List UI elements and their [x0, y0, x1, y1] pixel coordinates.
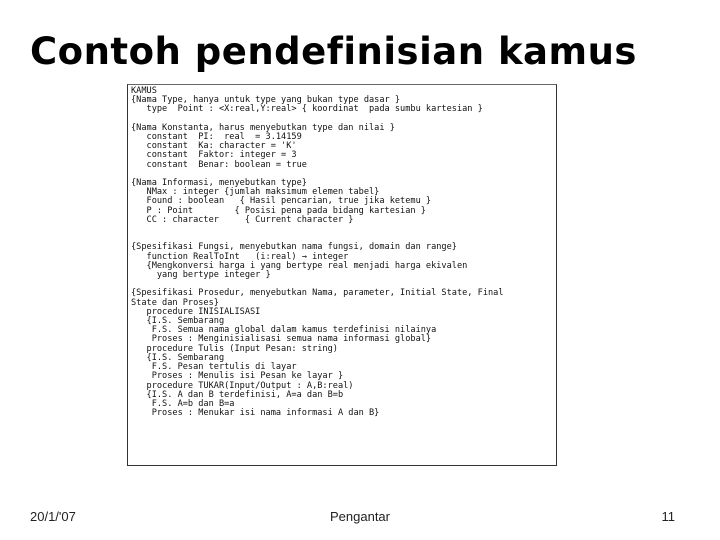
code-line: Proses : Menukar isi nama informasi A dan B}	[131, 408, 380, 419]
footer-title: Pengantar	[330, 509, 390, 524]
code-line: type Point : <X:real,Y:real> { koordinat pada sumbu kartesian }	[131, 104, 483, 115]
code-line: {Mengkonversi harga i yang bertype real menjadi harga ekivalen	[131, 260, 468, 271]
code-line: {Nama Informasi, menyebutkan type}	[131, 178, 307, 189]
code-line: NMax : integer {jumlah maksimum elemen tabel}	[131, 187, 380, 198]
code-line: yang bertype integer }	[131, 270, 271, 281]
code-line: F.S. Semua nama global dalam kamus terdefinisi nilainya	[131, 325, 437, 336]
footer-date: 20/1/'07	[30, 509, 76, 524]
code-listing-box	[127, 84, 557, 466]
code-listing	[128, 85, 556, 418]
code-line: {Spesifikasi Fungsi, menyebutkan nama fungsi, domain dan range}	[131, 242, 457, 253]
code-line: constant Benar: boolean = true	[131, 159, 307, 170]
code-line: procedure TUKAR(Input/Output : A,B:real)	[131, 380, 354, 391]
code-line: {I.S. A dan B terdefinisi, A=a dan B=b	[131, 389, 344, 400]
footer-page-number: 11	[661, 509, 675, 524]
code-line: procedure INISIALISASI	[131, 306, 261, 317]
code-line: function RealToInt (i:real) → integer	[131, 251, 349, 262]
code-line: constant PI: real = 3.14159	[131, 132, 302, 143]
code-line: F.S. A=b dan B=a	[131, 398, 235, 409]
code-line: {I.S. Sembarang	[131, 316, 225, 327]
code-line: P : Point { Posisi pena pada bidang kartesian }	[131, 205, 426, 216]
code-line: KAMUS	[131, 86, 157, 96]
code-line: {Nama Type, hanya untuk type yang bukan type dasar }	[131, 95, 401, 106]
code-line: {I.S. Sembarang	[131, 352, 225, 363]
code-line: Proses : Menulis isi Pesan ke layar }	[131, 371, 344, 382]
code-line: procedure Tulis (Input Pesan: string)	[131, 343, 338, 354]
code-line: constant Ka: character = 'K'	[131, 141, 297, 152]
code-line: {Spesifikasi Prosedur, menyebutkan Nama, parameter, Initial State, Final	[131, 288, 504, 299]
code-line: F.S. Pesan tertulis di layar	[131, 362, 297, 373]
code-line: State dan Proses}	[131, 297, 219, 308]
code-line: {Nama Konstanta, harus menyebutkan type dan nilai }	[131, 122, 395, 133]
code-line: Found : boolean { Hasil pencarian, true jika ketemu }	[131, 196, 432, 207]
code-line: constant Faktor: integer = 3	[131, 150, 297, 161]
slide-title: Contoh pendefinisian kamus	[30, 30, 637, 73]
code-line: CC : character { Current character }	[131, 214, 354, 225]
code-line: Proses : Menginisialisasi semua nama informasi global}	[131, 334, 432, 345]
